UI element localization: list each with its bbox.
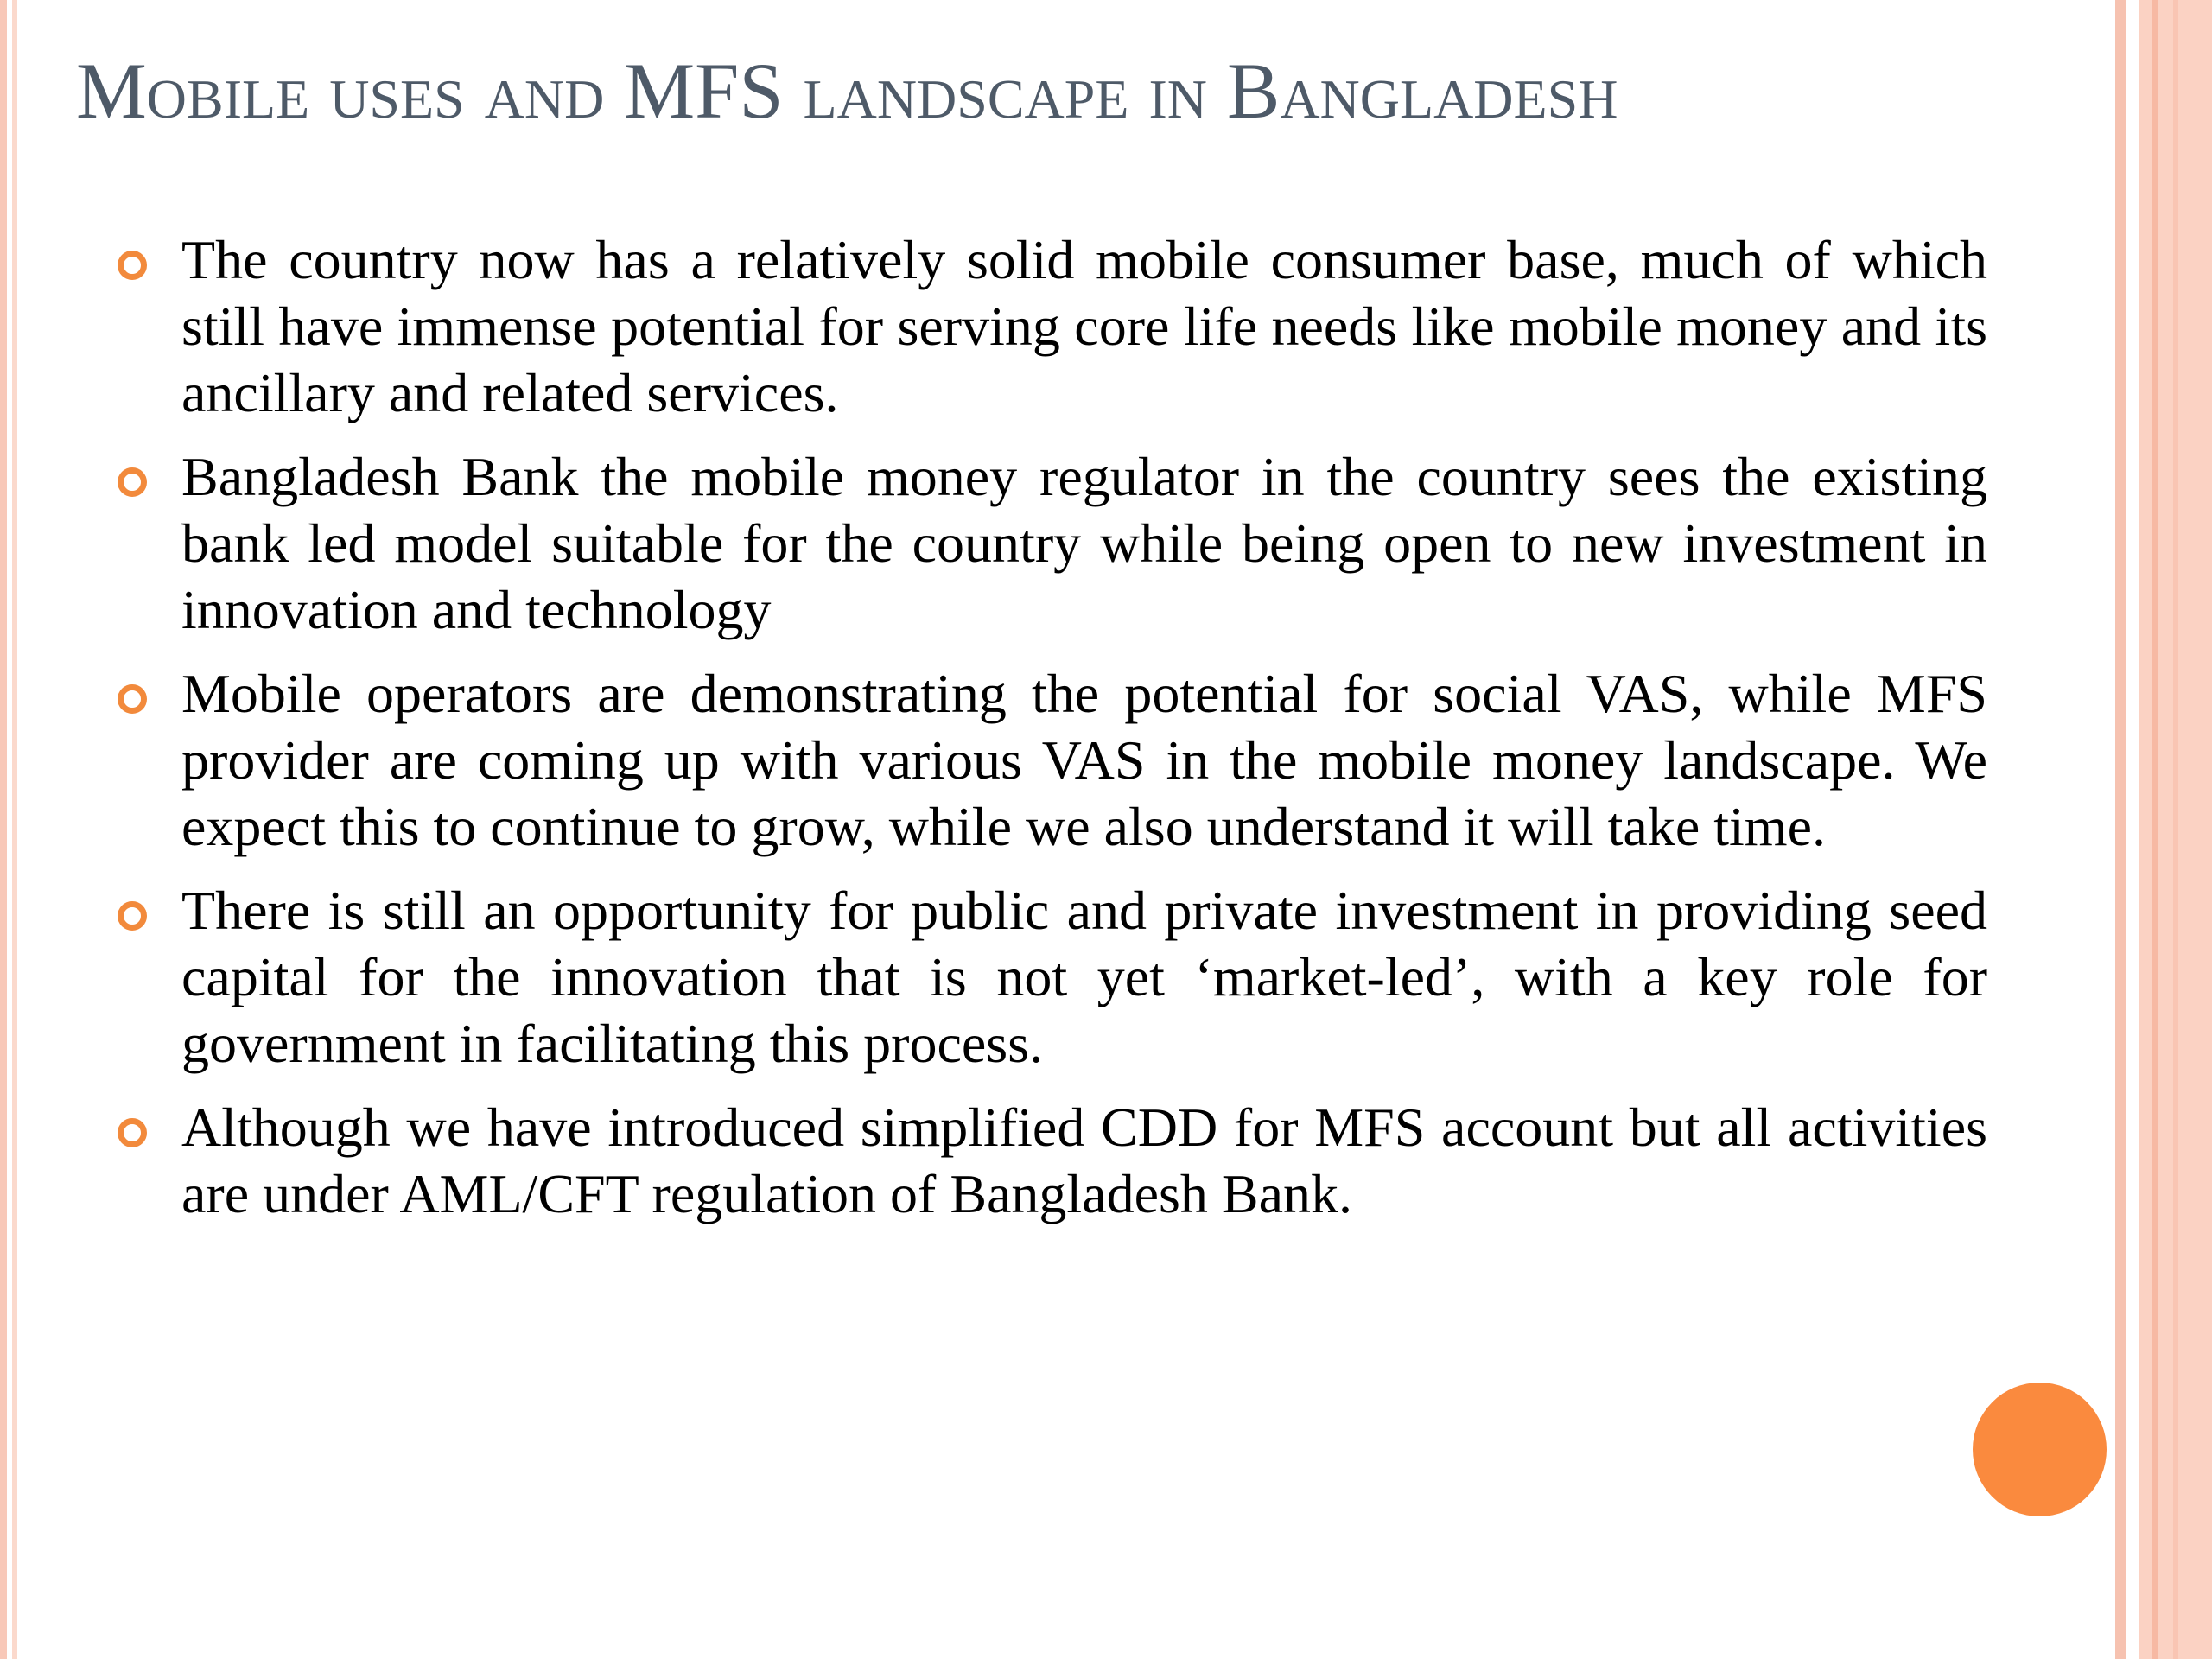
bullet-text: Although we have introduced simplified CDD for MFS account but all activities are under AML/CFT regulation of Bangladesh Bank. bbox=[181, 1096, 1987, 1224]
bullet-text: The country now has a relatively solid mobile consumer base, much of which still have immense potential for serving core life needs like mobile money and its ancillary and related services. bbox=[181, 229, 1987, 423]
bullet-text: There is still an opportunity for public and private investment in providing seed capital for the innovation that is not yet ‘market-led’, with a key role for government in facilitating this process. bbox=[181, 880, 1987, 1074]
bullet-text: Mobile operators are demonstrating the potential for social VAS, while MFS provider are coming up with various VAS in the mobile money landscape. We expect this to continue to grow, while we also understand it will take time. bbox=[181, 663, 1987, 857]
left-edge-stripe bbox=[0, 0, 7, 1659]
right-edge-stripe bbox=[2115, 0, 2126, 1659]
bullet-item bbox=[112, 1094, 1987, 1227]
right-edge-gap bbox=[2131, 0, 2139, 1659]
bullet-item bbox=[112, 226, 1987, 426]
left-edge-stripe-inner bbox=[12, 0, 17, 1659]
bullet-item bbox=[112, 660, 1987, 860]
right-edge-line-1 bbox=[2152, 0, 2158, 1659]
right-edge-line-2 bbox=[2173, 0, 2178, 1659]
hollow-circle-bullet-icon bbox=[118, 251, 147, 280]
hollow-circle-bullet-icon bbox=[118, 1118, 147, 1147]
orange-circle-decoration bbox=[1973, 1382, 2107, 1516]
slide-title: Mobile uses and MFS landscape in Bangladesh bbox=[76, 47, 1618, 135]
bullet-item bbox=[112, 443, 1987, 643]
hollow-circle-bullet-icon bbox=[118, 467, 147, 497]
bullet-text: Bangladesh Bank the mobile money regulator in the country sees the existing bank led model suitable for the country while being open to new investment in innovation and technology bbox=[181, 446, 1987, 640]
hollow-circle-bullet-icon bbox=[118, 684, 147, 714]
hollow-circle-bullet-icon bbox=[118, 901, 147, 931]
bullet-item bbox=[112, 877, 1987, 1077]
bullet-list bbox=[112, 226, 1987, 1244]
